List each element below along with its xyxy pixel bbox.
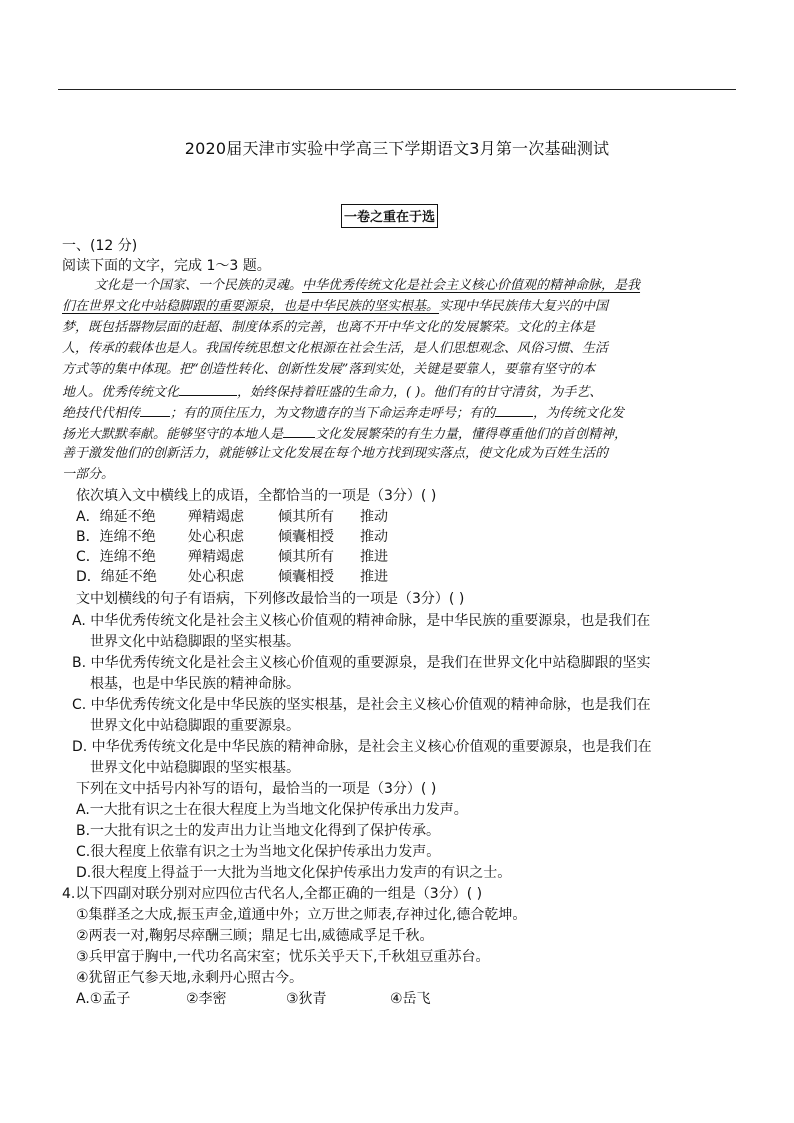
passage-line-10: 一部分。	[62, 467, 115, 482]
passage-text: 实现中华民族伟大复兴的中国	[439, 299, 609, 314]
option-text: C．连绵不绝	[76, 549, 156, 565]
q3-option-c[interactable]: C.很大程度上依靠有识之士为当地文化保护传承出力发声。	[76, 844, 441, 860]
option-text: 处心积虑	[188, 529, 244, 545]
option-text: B．连绵不绝	[76, 529, 156, 545]
question-4-stem: 4.以下四副对联分别对应四位古代名人,全都正确的一组是（3分）( )	[62, 886, 483, 902]
passage-text: ，始终保持着旺盛的生命力，( )。他们有的甘守清贫，为手艺、	[237, 385, 603, 400]
option-text: A．绵延不绝	[76, 509, 156, 525]
passage-text: 文化发展繁荣的有生力量，懂得尊重他们的首创精神，	[315, 427, 628, 442]
section-label: 一卷之重在于选	[341, 204, 438, 228]
passage-line-3: 梦，既包括器物层面的赶超、制度体系的完善，也离不开中华文化的发展繁荣。文化的主体是	[62, 320, 596, 335]
couplet-4: ④犹留正气参天地,永剩丹心照古今。	[76, 970, 304, 986]
option-text: ④岳飞	[390, 991, 431, 1007]
option-text: 倾囊相授	[278, 569, 334, 585]
question-1-stem: 依次填入文中横线上的成语，全都恰当的一项是（3分）( )	[76, 488, 437, 504]
q3-option-b[interactable]: B.一大批有识之士的发声出力让当地文化得到了保护传承。	[76, 823, 441, 839]
reading-instruction: 阅读下面的文字，完成 1～3 题。	[62, 258, 271, 274]
passage-line-6	[62, 381, 602, 403]
fill-blank	[495, 402, 533, 417]
q1-option-b[interactable]	[76, 527, 388, 547]
option-text: 推进	[360, 569, 388, 585]
q4-option-a[interactable]	[76, 989, 431, 1009]
q2-option-b-line-1[interactable]: B. 中华优秀传统文化是社会主义核心价值观的重要源泉，是我们在世界文化中站稳脚跟的坚实	[72, 655, 651, 671]
passage-line-7	[62, 402, 624, 424]
option-text: 倾其所有	[278, 509, 334, 525]
underlined-sentence: 中华优秀传统文化是社会主义核心价值观的精神命脉，是我	[302, 278, 641, 293]
q2-option-c-line-1[interactable]: C. 中华优秀传统文化是中华民族的坚实根基，是社会主义核心价值观的精神命脉，也是我们在	[72, 697, 651, 713]
option-text: 殚精竭虑	[188, 509, 244, 525]
q2-option-c-line-2: 世界文化中站稳脚跟的重要源泉。	[90, 718, 300, 734]
option-text: 倾其所有	[278, 549, 334, 565]
passage-line-1	[94, 276, 640, 296]
q2-option-d-line-1[interactable]: D. 中华优秀传统文化是中华民族的精神命脉，是社会主义核心价值观的重要源泉，也是我们在	[72, 739, 652, 755]
passage-line-2	[62, 297, 608, 317]
q1-option-d[interactable]	[76, 567, 388, 587]
couplet-3: ③兵甲富于胸中,一代功名高宋室；忧乐关乎天下,千秋俎豆重苏台。	[76, 949, 490, 965]
passage-text: ；有的顶住压力，为文物遗存的当下命运奔走呼号；有的	[170, 406, 496, 421]
option-text: 推进	[360, 549, 388, 565]
passage-line-8	[62, 423, 627, 445]
q2-option-a-line-1[interactable]: A. 中华优秀传统文化是社会主义核心价值观的精神命脉，是中华民族的重要源泉，也是我们在	[72, 613, 651, 629]
page-title: 2020届天津市实验中学高三下学期语文3月第一次基础测试	[184, 139, 610, 158]
underlined-sentence: 们在世界文化中站稳脚跟的重要源泉，也是中华民族的坚实根基。	[62, 299, 440, 314]
passage-text: 地人。优秀传统文化	[62, 385, 180, 400]
option-text: ②李密	[186, 991, 227, 1007]
option-text: 倾囊相授	[278, 529, 334, 545]
header-rule	[58, 89, 736, 90]
q2-option-a-line-2: 世界文化中站稳脚跟的坚实根基。	[90, 634, 300, 650]
option-text: 推动	[360, 529, 388, 545]
passage-line-4: 人，传承的载体也是人。我国传统思想文化根源在社会生活，是人们思想观念、风俗习惯、生活	[62, 341, 609, 356]
option-text: 殚精竭虑	[188, 549, 244, 565]
passage-text: 绝技代代相传	[62, 406, 141, 421]
fill-blank	[179, 381, 237, 396]
part-heading: 一、(12 分)	[62, 238, 138, 254]
passage-text: 扬光大默默奉献。能够坚守的本地人是	[62, 427, 284, 442]
passage-line-5: 方式等的集中体现。把“创造性转化、创新性发展”落到实处，关键是要靠人，要靠有坚守的本	[62, 362, 596, 377]
option-text: A.①孟子	[76, 991, 131, 1007]
q2-option-d-line-2: 世界文化中站稳脚跟的坚实根基。	[90, 760, 300, 776]
fill-blank	[140, 402, 170, 417]
fill-blank	[283, 423, 315, 438]
q1-option-a[interactable]	[76, 507, 388, 527]
option-text: ③狄青	[286, 991, 327, 1007]
option-text: 处心积虑	[188, 569, 244, 585]
question-3-stem: 下列在文中括号内补写的语句，最恰当的一项是（3分）( )	[76, 781, 437, 797]
question-2-stem: 文中划横线的句子有语病，下列修改最恰当的一项是（3分）( )	[76, 591, 465, 607]
q1-option-c[interactable]	[76, 547, 388, 567]
passage-text: 文化是一个国家、一个民族的灵魂。	[94, 278, 303, 293]
passage-line-9: 善于激发他们的创新活力，就能够让文化发展在每个地方找到现实落点，使文化成为百姓生活的	[62, 446, 609, 461]
q3-option-d[interactable]: D.很大程度上得益于一大批为当地文化保护传承出力发声的有识之士。	[76, 865, 512, 881]
couplet-2: ②两表一对,鞠躬尽瘁酬三顾；鼎足七出,威德咸孚足千秋。	[76, 928, 434, 944]
option-text: 推动	[360, 509, 388, 525]
q2-option-b-line-2: 根基，也是中华民族的精神命脉。	[90, 676, 300, 692]
option-text: D．绵延不绝	[76, 569, 157, 585]
q3-option-a[interactable]: A.一大批有识之士在很大程度上为当地文化保护传承出力发声。	[76, 802, 468, 818]
couplet-1: ①集群圣之大成,振玉声金,道通中外；立万世之师表,存神过化,德合乾坤。	[76, 907, 527, 923]
passage-text: ，为传统文化发	[533, 406, 625, 421]
